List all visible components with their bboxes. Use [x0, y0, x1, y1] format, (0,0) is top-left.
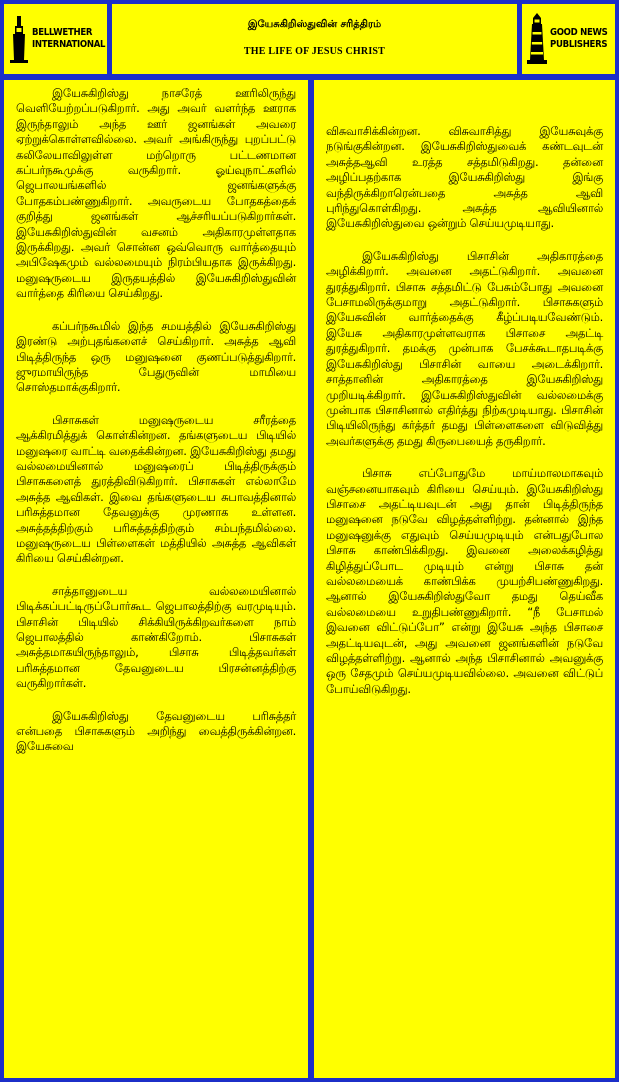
paragraph: சாத்தானுடைய வல்லமையினால் பிடிக்கப்பட்டிருப்போர்கூட ஜெபாலத்திற்கு வரமுடியும். பிசாசின் பிடியில் சிக்கியிருக்கிறவர்களை நாம் ஜெபாலத்தில் காண்கிறோம். பிசாசுகள் அசுத்தமாகயிருந்தாலும், பிசாசு பிடித்தவர்கள் பரிசுத்தமான தேவனுடைய பிரசன்னத்திற்கு வருகிறார்கள். — [16, 583, 296, 691]
title-banner — [112, 4, 517, 74]
good-news-logo — [522, 4, 615, 74]
paragraph: பிசாசு எப்போதுமே மாய்மாலமாகவும் வஞ்சனையாகவும் கிரியை செய்யும். இயேசுகிறிஸ்து பிசாசை அதட்டியவுடன் அது தான் பிடித்திருந்த மனுஷனை நடுவே விழத்தள்ளிற்று. தன்னால் இந்த மனுஷனுக்கு எதுவும் செய்யமுடியும் என்பதுபோல பிசாசு காண்பிக்கிறது. இவனை அலைக்கழித்து கிழித்துப்போட முடியும் என்று பிசாசு தன் வல்லமையைக் காண்பிக்க முயற்சிபண்ணுகிறது. ஆனால் இயேசுகிறிஸ்துவோ தமது தெய்வீக வல்லமையை உறுதிபண்ணுகிறார். “நீ பேசாமல் இவனை விட்டுப்போ” என்று இயேசு அந்த பிசாசை அதட்டியவுடன், அது அவனை ஜனங்களின் நடுவே விழத்தள்ளிற்று. ஆனால் அந்த பிசாசினால் அவனுக்கு ஒரு சேதமும் செய்யமுடியவில்லை. அவனை விட்டுப் போய்விடுகிறது. — [326, 466, 603, 696]
lighthouse-icon — [526, 12, 548, 66]
paragraph: இயேசுகிறிஸ்து பிசாசின் அதிகாரத்தை அழிக்கிறார். அவனை அதட்டுகிறார். அவனை துரத்துகிறார். பிசாசு சத்தமிட்டு பேசும்போது அவனை பேசாமலிருக்குமாறு அதட்டுகிறார். பிசாசுகளும் இயேசுவின் வார்த்தைக்கு கீழ்ப்படியவேண்டும். இயேசு அதிகாரமுள்ளவராக பிசாசை அதட்டி துரத்துகிறார். தமக்கு முன்பாக பேசக்கூடாதபடிக்கு இயேசுகிறிஸ்து பிசாசின் வாயை அடைக்கிறார். சாத்தானின் அதிகாரத்தை இயேசுகிறிஸ்து முறியடிக்கிறார். இயேசுகிறிஸ்துவின் வல்லமைக்கு முன்பாக பிசாசினால் எதிர்த்து நிற்கமுடியாது. பிசாசின் பிடியிலிருந்து கர்த்தர் தமது பிள்ளைகளை விடுவித்து அவர்களுக்கு தமது கிருபையைத் தருகிறார். — [326, 248, 603, 448]
paragraph: இயேசுகிறிஸ்து நாசரேத் ஊரிலிருந்து வெளியேற்றப்படுகிறார். அது அவர் வளர்ந்த ஊராக இருந்தாலும் அந்த ஊர் ஜனங்கள் அவரை ஏற்றுக்கொள்ளவில்லை. அவர் அங்கிருந்து புறப்பட்டு கலிலேயாவிலுள்ள மற்றொரு பட்டணமான கப்பர்நகூமுக்கு வருகிறார். ஓய்வுநாட்களில் ஜெபாலயங்களில் ஜனங்களுக்கு போதகம்பண்ணுகிறார். அவருடைய போதகத்தைக் குறித்து ஜனங்கள் ஆச்சரியப்படுகிறார்கள். இயேசுகிறிஸ்துவின் வசனம் அதிகாரமுள்ளதாக இருக்கிறது. அவர் சொன்ன ஒவ்வொரு வார்த்தையும் அபிஷேகமும் வல்லமையும் நிரம்பியதாக இருக்கிறது. மனுஷருடைய இருதயத்தில் இயேசுகிறிஸ்துவின் வார்த்தை கிரியை செய்கிறது. — [16, 86, 296, 301]
logo-right-line1: GOOD NEWS — [550, 27, 608, 38]
logo-left-line2: INTERNATIONAL — [32, 39, 106, 50]
logo-right-line2: PUBLISHERS — [550, 39, 608, 50]
bellwether-logo — [4, 4, 107, 74]
bell-tower-icon — [8, 14, 30, 64]
page-title-english: THE LIFE OF JESUS CHRIST — [243, 46, 386, 57]
paragraph: விசுவாசிக்கின்றன. விசுவாசித்து இயேசுவுக்கு நடுங்குகின்றன. இயேசுகிறிஸ்துவைக் கண்டவுடன் அசுத்தஆவி உரத்த சத்தமிடுகிறது. தன்னை அழிப்பதற்காக இயேசுகிறிஸ்து இங்கு வந்திருக்கிறாரென்பதை அசுத்த ஆவி புரிந்துகொள்கிறது. அசுத்த ஆவியினால் இயேசுகிறிஸ்துவை ஒன்றும் செய்யமுடியாது. — [326, 124, 603, 231]
paragraph: இயேசுகிறிஸ்து தேவனுடைய பரிசுத்தர் என்பதை பிசாசுகளும் அறிந்து வைத்திருக்கின்றன. இயேசுவை — [16, 708, 296, 754]
page-title-tamil: இயேசுகிறிஸ்துவின் சரித்திரம் — [247, 19, 382, 30]
logo-left-line1: BELLWETHER — [32, 27, 93, 38]
paragraph: கப்பர்நகூமில் இந்த சமயத்தில் இயேசுகிறிஸ்து இரண்டு அற்புதங்களைச் செய்கிறார். அசுத்த ஆவி பிடித்திருந்த ஒரு மனுஷனை குணப்படுத்துகிறார். ஜுரமாயிருந்த பேதுருவின் மாமியை சொஸ்தமாக்குகிறார். — [16, 318, 296, 395]
paragraph: பிசாசுகள் மனுஷருடைய சரீரத்தை ஆக்கிரமித்துக் கொள்கின்றன. தங்களுடைய பிடியில் மனுஷரை வாட்டி வதைக்கின்றன. இயேசுகிறிஸ்து தமது வல்லமையினால் மனுஷரைப் பிடித்திருக்கும் பிசாசுகளைத் துரத்திவிடுகிறார். பிசாசுகள் எல்லாமே அசுத்த ஆவிகள். இவை தங்களுடைய சுபாவத்தினால் பரிசுத்தமான தேவனுக்கு முரணாக உள்ளன. அசுத்தத்திற்கும் பரிசுத்தத்திற்கும் சம்பந்தமில்லை. மனுஷருடைய பிள்ளைகள் மத்தியில் அசுத்த ஆவிகள் கிரியை செய்கின்றன. — [16, 412, 296, 566]
right-column — [314, 80, 615, 1078]
left-column — [4, 80, 308, 1078]
